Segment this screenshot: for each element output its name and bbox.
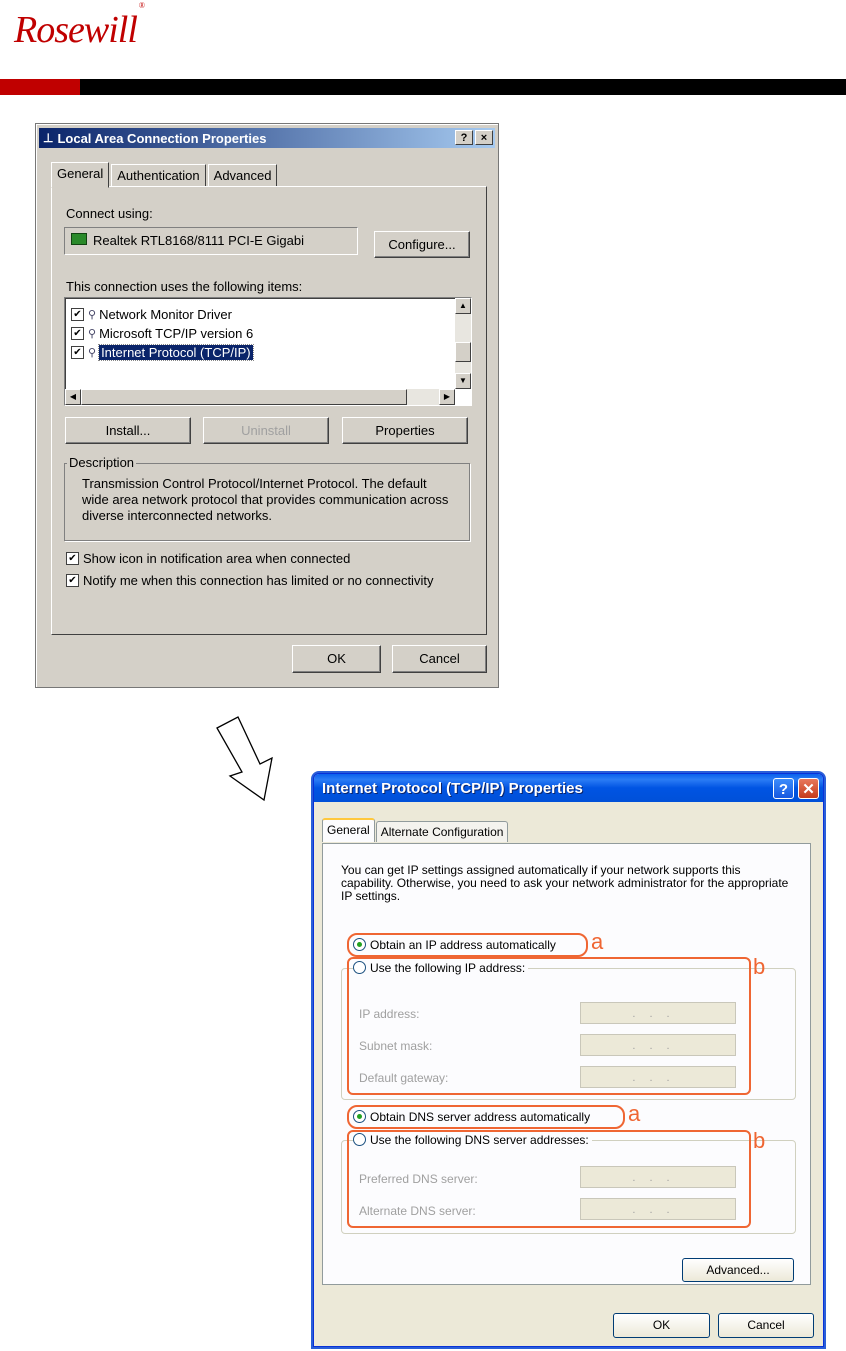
advanced-button[interactable]: Advanced...: [682, 1258, 794, 1282]
alternate-dns-field[interactable]: ...: [580, 1198, 736, 1220]
help-button[interactable]: ?: [773, 778, 794, 799]
intro-text: You can get IP settings assigned automatically if your network supports this capability. Otherwise, you need to ask your network administrator for the appropriate IP settings.: [341, 863, 789, 903]
horizontal-scrollbar[interactable]: [65, 389, 455, 405]
item-checkbox[interactable]: ✔: [71, 327, 84, 340]
properties-button[interactable]: Properties: [342, 417, 468, 444]
uninstall-button[interactable]: Uninstall: [203, 417, 329, 444]
annotation-ring-a: [347, 1105, 625, 1129]
item-checkbox[interactable]: ✔: [71, 346, 84, 359]
cancel-button[interactable]: Cancel: [718, 1313, 814, 1338]
lan-dialog-title: Local Area Connection Properties: [57, 130, 267, 146]
rosewill-logo: [14, 1, 144, 52]
scroll-thumb[interactable]: [455, 342, 471, 362]
tcpip-properties-dialog: [313, 773, 824, 1347]
scroll-right-icon[interactable]: ▶: [439, 389, 455, 405]
annotation-box-b: [347, 957, 751, 1095]
close-button[interactable]: ×: [475, 130, 493, 145]
help-button[interactable]: ?: [455, 130, 473, 145]
items-label: This connection uses the following items:: [66, 279, 303, 294]
notify-checkbox[interactable]: ✔: [66, 574, 79, 587]
cancel-button[interactable]: Cancel: [392, 645, 487, 673]
tab-alternate-configuration[interactable]: Alternate Configuration: [376, 821, 509, 842]
scroll-down-icon[interactable]: ▼: [455, 373, 471, 389]
tab-advanced[interactable]: Advanced: [208, 164, 278, 187]
item-label: Network Monitor Driver: [99, 306, 232, 322]
annotation-a: a: [628, 1101, 641, 1126]
preferred-dns-field[interactable]: ...: [580, 1166, 736, 1188]
annotation-ring-a: [347, 933, 588, 957]
subnet-mask-field[interactable]: ...: [580, 1034, 736, 1056]
brand-name: Rosewill: [14, 9, 137, 51]
tcpip-dialog-title: Internet Protocol (TCP/IP) Properties: [322, 780, 583, 797]
show-icon-label: Show icon in notification area when connected: [83, 550, 351, 566]
ip-address-label: IP address:: [359, 1007, 420, 1021]
tcpip-titlebar: [314, 774, 823, 802]
alternate-dns-label: Alternate DNS server:: [359, 1204, 476, 1218]
tab-authentication[interactable]: Authentication: [111, 164, 205, 187]
use-ip-label: Use the following IP address:: [370, 961, 526, 975]
network-icon: ⊥: [43, 131, 54, 145]
protocol-icon: ⚲: [88, 327, 97, 340]
use-dns-label: Use the following DNS server addresses:: [370, 1133, 589, 1147]
registered-mark: ®: [138, 1, 144, 11]
down-arrow-icon: [214, 714, 284, 806]
notify-label: Notify me when this connection has limited or no connectivity: [83, 572, 434, 588]
item-label: Internet Protocol (TCP/IP): [101, 344, 251, 360]
protocol-icon: ⚲: [88, 346, 97, 359]
vertical-scrollbar[interactable]: [455, 298, 471, 389]
subnet-mask-label: Subnet mask:: [359, 1039, 433, 1053]
connect-using-label: Connect using:: [66, 206, 153, 221]
lan-tabs: [51, 164, 279, 186]
tab-general[interactable]: General: [322, 818, 375, 842]
hscroll-thumb[interactable]: [81, 389, 407, 405]
list-item[interactable]: [71, 305, 232, 323]
header-band-red: [0, 79, 80, 95]
tcpip-tabs: [322, 821, 509, 842]
description-title: Description: [69, 455, 135, 470]
ok-button[interactable]: OK: [613, 1313, 710, 1338]
item-label: Microsoft TCP/IP version 6: [99, 325, 254, 341]
description-text: Transmission Control Protocol/Internet Protocol. The default wide area network protocol that provides communication across diverse interconnected networks.: [82, 476, 449, 523]
default-gateway-field[interactable]: ...: [580, 1066, 736, 1088]
adapter-field: [64, 227, 358, 255]
notify-option[interactable]: [66, 571, 433, 589]
close-button[interactable]: ✕: [798, 778, 819, 799]
annotation-b: b: [753, 1128, 766, 1153]
show-icon-option[interactable]: [66, 549, 350, 567]
list-item[interactable]: [71, 324, 253, 342]
preferred-dns-label: Preferred DNS server:: [359, 1172, 478, 1186]
protocol-icon: ⚲: [88, 308, 97, 321]
default-gateway-label: Default gateway:: [359, 1071, 449, 1085]
adapter-icon: [71, 233, 87, 245]
list-item-selected[interactable]: [71, 343, 253, 361]
adapter-name: Realtek RTL8168/8111 PCI-E Gigabi: [93, 233, 305, 248]
annotation-b: b: [753, 954, 766, 979]
scroll-up-icon[interactable]: ▲: [455, 298, 471, 314]
ok-button[interactable]: OK: [292, 645, 381, 673]
install-button[interactable]: Install...: [65, 417, 191, 444]
show-icon-checkbox[interactable]: ✔: [66, 552, 79, 565]
annotation-a: a: [591, 929, 604, 954]
item-checkbox[interactable]: ✔: [71, 308, 84, 321]
ip-address-field[interactable]: ...: [580, 1002, 736, 1024]
scroll-left-icon[interactable]: ◀: [65, 389, 81, 405]
lan-properties-dialog: [35, 123, 499, 688]
configure-button[interactable]: Configure...: [374, 231, 470, 258]
tab-general[interactable]: General: [51, 162, 109, 188]
components-list: [64, 297, 472, 406]
obtain-dns-label: Obtain DNS server address automatically: [370, 1110, 591, 1124]
obtain-ip-label: Obtain an IP address automatically: [370, 938, 556, 952]
lan-titlebar: [39, 128, 495, 148]
annotation-box-b: [347, 1130, 751, 1228]
header-band-black: [80, 79, 846, 95]
